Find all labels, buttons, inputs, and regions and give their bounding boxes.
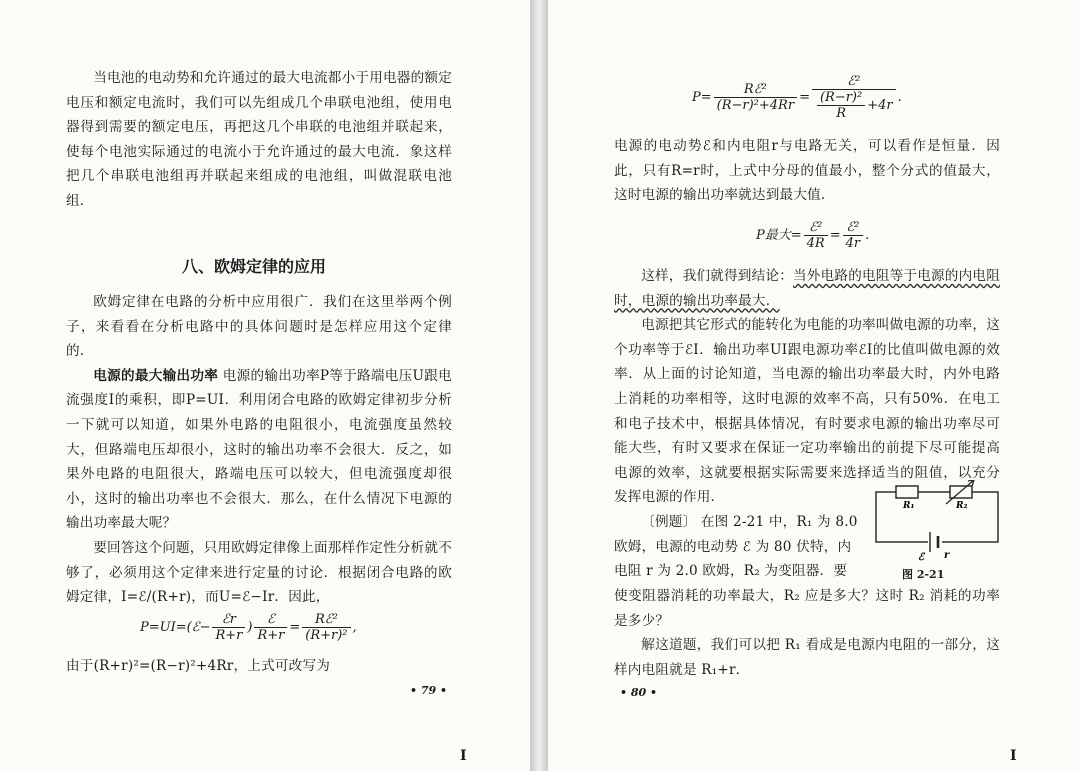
paragraph-max-output-body: 电源的输出功率P等于路端电压U跟电流强度I的乘积，即P=UI．利用闭合电路的欧姆定律初步分析一下就可以知道，如果外电路的电阻很小，电流强度虽然较大，但路端电压却很小，这时的输出功率不会很大．反之，如果外电路的电阻很大，路端电压可以较大，但电流强度却很小，这时的输出功率也不会很大．那么，在什么情况下电源的输出功率最大呢？: [66, 367, 452, 532]
formula3-equals: =: [829, 228, 841, 243]
paragraph-intro: 欧姆定律在电路的分析中应用很广．我们在这里举两个例子，来看看在分析电路中的具体问题时是怎样应用这个定律的．: [66, 294, 452, 360]
formula3-f2-denominator: 4r: [845, 236, 861, 251]
conclusion-emphasis: 当外电路的电阻等于电源的内电阻时，电源的输出功率最大．: [614, 268, 1001, 309]
formula2-fraction-2: [812, 74, 896, 121]
subheading-max-output-power: 电源的最大输出功率: [93, 367, 219, 384]
book-gutter: [530, 0, 548, 771]
formula3-fraction-1: [804, 220, 828, 251]
formula1-end: ,: [352, 620, 357, 635]
formula2-lhs: P=: [692, 90, 712, 105]
paragraph-quantitative: 要回答这个问题，只用欧姆定律像上面那样作定性分析就不够了，必须用这个定律来进行定量的讨论．根据闭合电路的欧姆定律，I=ℰ/(R+r)，而U=ℰ−Ir．因此，: [66, 539, 452, 606]
formula-power-expansion: [140, 612, 357, 643]
formula3-fraction-2: [843, 220, 864, 251]
formula-max-power: [756, 220, 869, 251]
formula1-f3-numerator: Rℰ²: [302, 612, 350, 628]
formula1-f3-denominator: (R+r)²: [305, 628, 348, 643]
example-line-2: 欧姆，电源的电动势 ℰ 为 80 伏特，内: [614, 538, 852, 555]
paragraph-mixed-battery: 当电池的电动势和允许通过的最大电流都小于用电器的额定电压和额定电流时，我们可以先组成几个串联电池组，使用电器得到需要的额定电压，再把这几个串联的电池组并联起来，使每个电池实际通过的电流小于允许通过的最大电流．象这样把几个串联电池组再并联起来组成的电池组，叫做混联电池组．: [66, 70, 452, 209]
right-text-block-middle: [614, 264, 1000, 510]
bottom-mark-left: I: [460, 748, 467, 764]
formula2-inner-denominator: R: [836, 106, 846, 121]
formula2-fraction-1: [714, 82, 797, 113]
formula2-inner-fraction: [817, 90, 865, 121]
paragraph-constants: 电源的电动势ℰ和内电阻r与电路无关，可以看作是恒量．因此，只有R=r时，上式中分母的值最小，整个分式的值最大，这时电源的输出功率就达到最大值．: [614, 138, 1000, 204]
example-line-1: 〔例题〕 在图 2-21 中，R₁ 为 8.0: [641, 514, 858, 530]
label-emf: ℰ: [918, 552, 925, 563]
paragraph-solution: 解这道题，我们可以把 R₁ 看成是电源内电阻的一部分，这样内电阻就是 R₁+r．: [614, 637, 1000, 678]
figure-caption: 图 2-21: [902, 568, 945, 581]
left-page: [0, 0, 530, 771]
right-text-block-bottom: [614, 584, 1000, 682]
label-r1: R₁: [903, 501, 915, 511]
formula3-f2-numerator: ℰ²: [843, 220, 864, 236]
resistor-r2: [950, 486, 972, 498]
formula3-end: .: [865, 228, 870, 243]
conclusion-lead: 这样，我们就得到结论：: [641, 268, 793, 284]
resistor-r1: [896, 486, 918, 498]
formula2-f2-numerator: ℰ²: [812, 74, 896, 90]
formula2-f1-numerator: Rℰ²: [714, 82, 797, 98]
example-continuation: 使变阻器消耗的功率最大，R₂ 应是多大？这时 R₂ 消耗的功率是多少？: [614, 588, 1000, 629]
formula1-f1-numerator: ℰr: [212, 612, 245, 628]
formula2-f1-denominator: (R−r)²+4Rr: [716, 98, 795, 113]
formula1-f1-denominator: R+r: [215, 628, 243, 643]
formula3-f1-numerator: ℰ²: [804, 220, 828, 236]
formula1-f2-numerator: ℰ: [254, 612, 287, 628]
example-line-3: 电阻 r 为 2.0 欧姆，R₂ 为变阻器．要: [614, 563, 848, 580]
paragraph-conclusion: [614, 264, 1000, 313]
left-text-block-bottom: [66, 654, 452, 679]
formula2-inner-tail: +4r: [867, 98, 893, 113]
page-number-left: • 79 •: [410, 684, 448, 697]
formula1-lhs: P=UI=(ℰ−: [140, 620, 211, 635]
label-r2: R₂: [956, 501, 968, 511]
page-number-right: • 80 •: [620, 686, 658, 699]
right-page: [548, 0, 1080, 771]
formula1-fraction-3: [302, 612, 350, 643]
paragraph-efficiency: 电源把其它形式的能转化为电能的功率叫做电源的功率，这个功率等于ℰI．输出功率UI跟电源功率ℰI的比值叫做电源的效率．从上面的讨论知道，当电源的输出功率最大时，内外电路上消耗的功率相等，这时电源的效率不高，只有50%．在电工和电子技术中，根据具体情况，有时要求电源的输出功率尽可能大些，有时又要求在保证一定功率输出的前提下尽可能提高电源的效率，这就要根据实际需要来选择适当的阻值，以充分发挥电源的作用．: [614, 317, 1000, 506]
formula2-f2-denominator: [812, 90, 896, 121]
left-text-block-main: [66, 290, 452, 610]
bottom-mark-right: I: [1010, 748, 1017, 764]
formula2-inner-numerator: (R−r)²: [817, 90, 865, 106]
paragraph-max-output: [66, 364, 452, 536]
formula1-paren: ): [247, 620, 253, 635]
left-text-block-top: [66, 66, 452, 214]
label-internal-r: r: [944, 550, 950, 561]
paragraph-rewrite: 由于(R+r)²=(R−r)²+4Rr，上式可改写为: [66, 658, 331, 674]
formula2-end: .: [897, 90, 902, 105]
formula1-fraction-1: [212, 612, 245, 643]
formula1-equals: =: [289, 620, 301, 635]
circuit-diagram-2-21: [868, 480, 1008, 566]
right-text-block-top: [614, 134, 1000, 208]
formula3-lhs: P最大=: [756, 228, 802, 243]
example-beside-figure: [614, 510, 862, 584]
section-title: 八、欧姆定律的应用: [182, 257, 327, 276]
formula1-fraction-2: [254, 612, 287, 643]
formula-power-rewritten: [692, 74, 902, 121]
formula1-f2-denominator: R+r: [257, 628, 285, 643]
formula2-equals: =: [799, 90, 810, 105]
formula3-f1-denominator: 4R: [806, 236, 825, 251]
